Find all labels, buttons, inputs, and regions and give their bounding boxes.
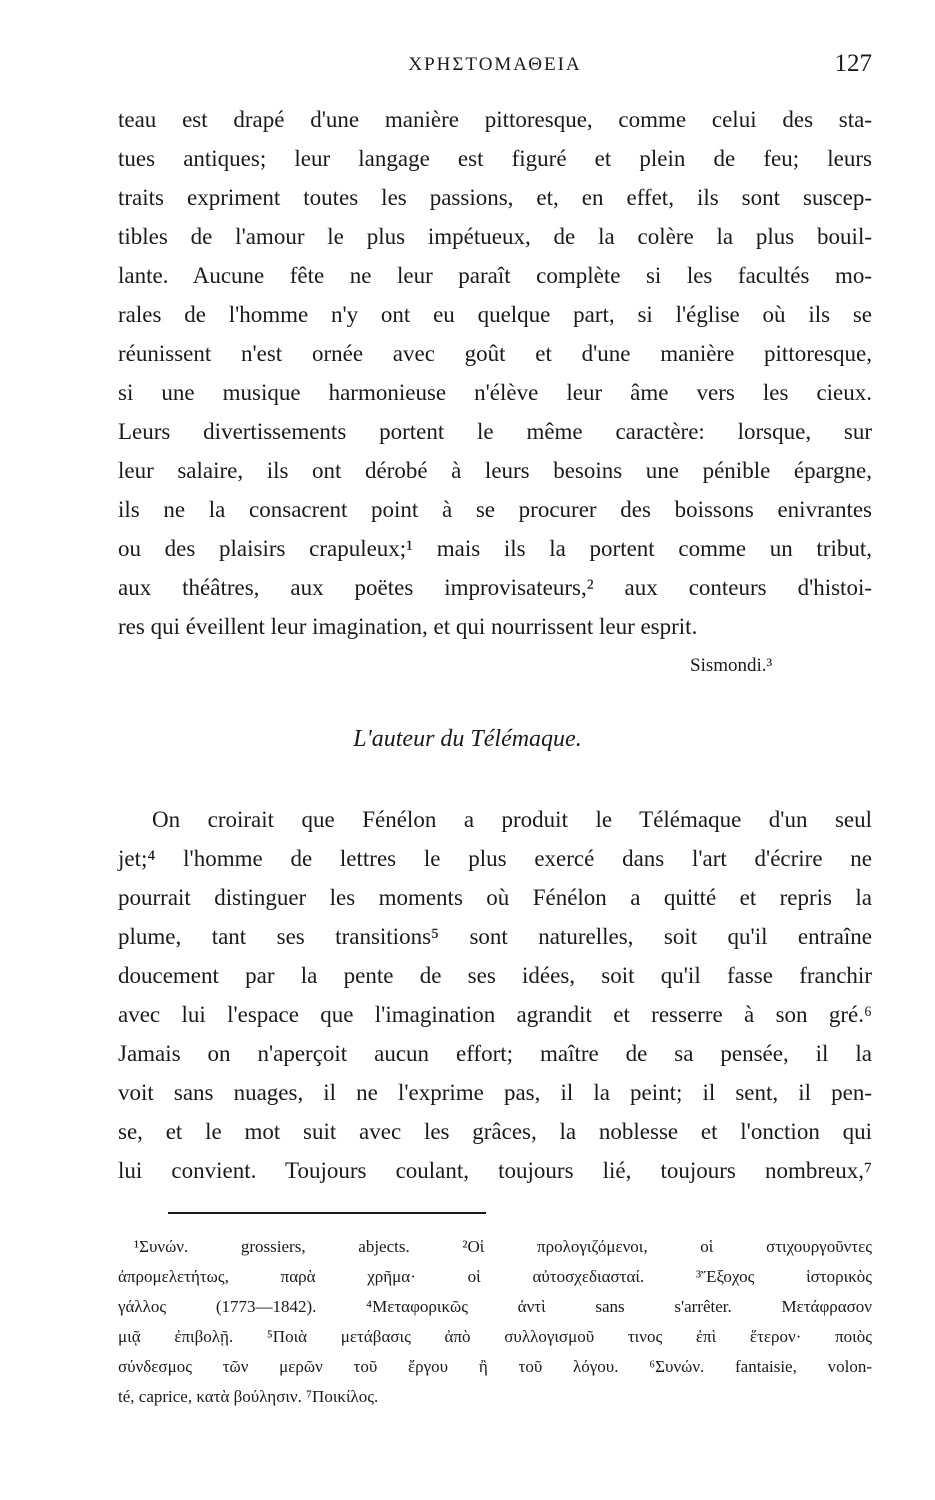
footnote-line: γάλλος (1773—1842). ⁴Μεταφορικῶς ἀντὶ sans s'arrêter. Μετάφρασον	[118, 1297, 872, 1316]
text-line: Leurs divertissements portent le même caractère: lorsque, sur	[118, 419, 872, 444]
text-line: avec lui l'espace que l'imagination agrandit et resserre à son gré.⁶	[118, 1002, 872, 1027]
text-line: res qui éveillent leur imagination, et qui nourrissent leur esprit.	[118, 614, 698, 639]
text-line: plume, tant ses transitions⁵ sont naturelles, soit qu'il entraîne	[118, 924, 872, 949]
footnote-line: té, caprice, κατὰ βούλησιν. ⁷Ποικίλος.	[118, 1387, 379, 1406]
text-line: leur salaire, ils ont dérobé à leurs besoins une pénible épargne,	[118, 458, 872, 483]
passage-sismondi	[118, 100, 872, 646]
text-line: traits expriment toutes les passions, et, en effet, ils sont suscep-	[118, 185, 872, 210]
running-title: ΧΡΗΣΤΟΜΑΘΕΙΑ	[408, 54, 582, 75]
text-line: doucement par la pente de ses idées, soit qu'il fasse franchir	[118, 963, 872, 988]
text-line: se, et le mot suit avec les grâces, la noblesse et l'onction qui	[118, 1119, 872, 1144]
footnote-line: σύνδεσμος τῶν μερῶν τοῦ ἔργου ἢ τοῦ λόγου. ⁶Συνών. fantaisie, volon-	[118, 1357, 872, 1376]
text-line: tibles de l'amour le plus impétueux, de la colère la plus bouil-	[118, 224, 872, 249]
text-line: ils ne la consacrent point à se procurer des boissons enivrantes	[118, 497, 872, 522]
section-heading: L'auteur du Télémaque.	[353, 726, 582, 752]
text-line: pourrait distinguer les moments où Fénélon a quitté et repris la	[118, 885, 872, 910]
text-line: jet;⁴ l'homme de lettres le plus exercé dans l'art d'écrire ne	[118, 846, 872, 871]
footnote-line: μιᾷ ἐπιβολῇ. ⁵Ποιὰ μετάβασις ἀπὸ συλλογισμοῦ τινος ἐπὶ ἕτερον· ποιὸς	[118, 1327, 872, 1346]
footnote-line: ἀπρομελετήτως, παρὰ χρῆμα· οἱ αὐτοσχεδιασταί. ³Ἔξοχος ἱστορικὸς	[118, 1267, 872, 1286]
text-line: teau est drapé d'une manière pittoresque, comme celui des sta-	[118, 107, 872, 132]
footnotes	[118, 1232, 872, 1412]
text-line: si une musique harmonieuse n'élève leur âme vers les cieux.	[118, 380, 872, 405]
footnote-divider	[168, 1212, 486, 1214]
text-line: réunissent n'est ornée avec goût et d'une manière pittoresque,	[118, 341, 872, 366]
text-line: rales de l'homme n'y ont eu quelque part, si l'église où ils se	[118, 302, 872, 327]
text-line: aux théâtres, aux poëtes improvisateurs,² aux conteurs d'histoi-	[118, 575, 872, 600]
text-line: lante. Aucune fête ne leur paraît complète si les facultés mo-	[118, 263, 872, 288]
text-line: On croirait que Fénélon a produit le Télémaque d'un seul	[152, 807, 872, 832]
text-line: Jamais on n'aperçoit aucun effort; maître de sa pensée, il la	[118, 1041, 872, 1066]
text-line: ou des plaisirs crapuleux;¹ mais ils la portent comme un tribut,	[118, 536, 872, 561]
text-line: voit sans nuages, il ne l'exprime pas, il la peint; il sent, il pen-	[118, 1080, 872, 1105]
attribution: Sismondi.³	[690, 655, 773, 676]
text-line: lui convient. Toujours coulant, toujours lié, toujours nombreux,⁷	[118, 1158, 872, 1183]
page-number: 127	[834, 50, 872, 77]
passage-telemaque	[118, 800, 872, 1190]
running-head	[118, 50, 872, 84]
footnote-line: ¹Συνών. grossiers, abjects. ²Οἱ προλογιζόμενοι, οἱ στιχουργοῦντες	[134, 1237, 872, 1256]
text-line: tues antiques; leur langage est figuré et plein de feu; leurs	[118, 146, 872, 171]
